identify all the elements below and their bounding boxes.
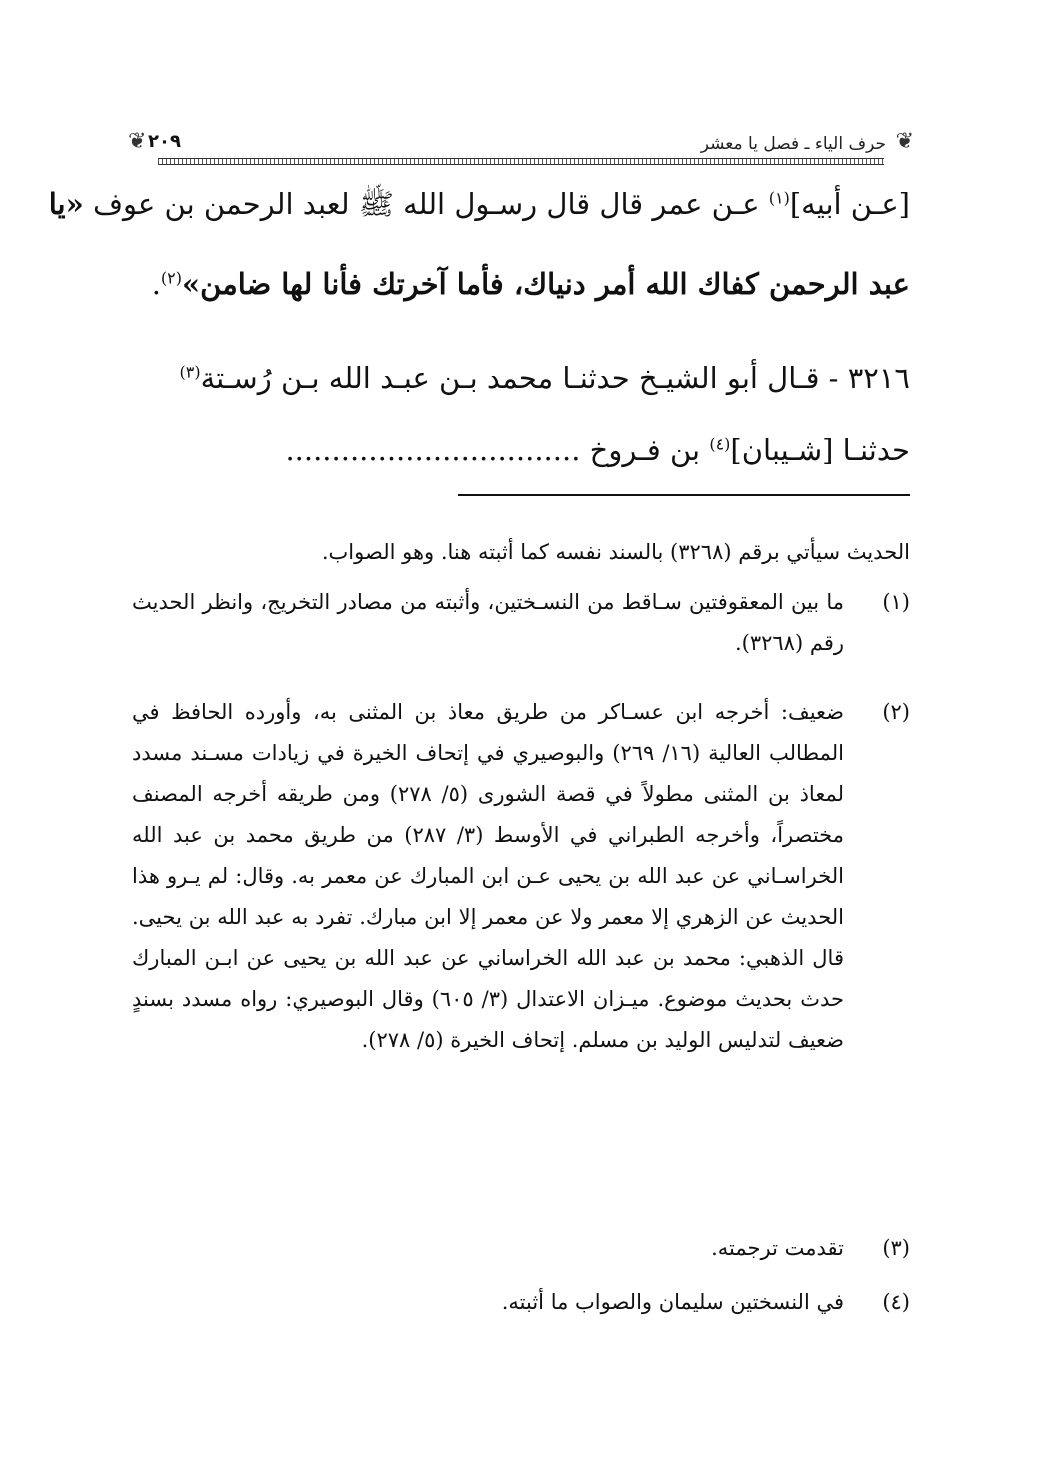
main-line-3-text: ٣٢١٦ - قـال أبو الشيـخ حدثنـا محمد بـن عبـد الله بـن رُسـتة bbox=[200, 361, 910, 395]
header-ornament-right-icon: ❦ bbox=[895, 129, 914, 154]
footnote-ref-3[interactable]: (٣) bbox=[179, 362, 201, 382]
footnote-number: (٢) bbox=[882, 700, 910, 724]
header-ornament-left-icon: ❦ bbox=[128, 129, 147, 154]
footnote-text: ضعيف: أخرجه ابن عسـاكر من طريق معاذ بن المثنى به، وأورده الحافظ في المطالب العالية (١٦/ ٢٦٩) والبوصيري في إتحاف الخيرة في زيادات مسـند مسدد لمعاذ بن المثنى مطولاً في قصة الشورى (٥/ ٢٧٨) ومن طريقه أخرجه المصنف مختصراً، وأخرجه الطبراني في الأوسط (٣/ ٢٨٧) من طريق محمد بن عبد الله الخراسـاني عن عبد الله بن يحيى عـن ابن المبارك عن معمر به. وقال: لم يـرو هذا الحديث عن الزهري إلا معمر ولا عن معمر إلا ابن مبارك. تفرد به عبد الله بن يحيى. قال الذهبي: محمد بن عبد الله الخراساني عن عبد الله بن يحيى عن ابـن المبارك حدث بحديث موضوع. ميـزان الاعتدال (٣/ ٦٠٥) وقال البوصيري: رواه مسدد بسندٍ ضعيف لتدليس الوليد بن مسلم. إتحاف الخيرة (٥/ ٢٧٨). bbox=[132, 700, 844, 1052]
footnote-ref-4[interactable]: (٤) bbox=[709, 434, 731, 454]
footnote-item bbox=[132, 692, 910, 1212]
main-line-2-text: عبد الرحمن كفاك الله أمر دنياك، فأما آخرتك فأنا لها ضامن» bbox=[182, 267, 910, 301]
footnote-item bbox=[132, 1282, 910, 1322]
main-line-4-part-b: بن فـروخ bbox=[580, 433, 710, 467]
main-line-1-part-a: [عـن أبيه] bbox=[789, 187, 910, 221]
footnotes bbox=[132, 0, 910, 1477]
main-line-2-end: . bbox=[151, 267, 161, 301]
main-line-4-part-a: حدثنـا [شـيبان] bbox=[730, 433, 910, 467]
footnote-ref-2[interactable]: (٢) bbox=[160, 268, 182, 288]
continuation-dots: ................................ bbox=[285, 433, 581, 467]
footnote-item bbox=[132, 582, 910, 668]
header-title: حرف الياء ـ فصل يا معشر bbox=[700, 134, 886, 154]
footnote-item bbox=[132, 1228, 910, 1268]
footnote-number: (١) bbox=[882, 590, 910, 614]
main-line-1-quote-start: «يا bbox=[48, 187, 84, 221]
footnote-text: ما بين المعقوفتين سـاقط من النسـختين، وأثبته من مصادر التخريج، وانظر الحديث رقم (٣٢٦٨). bbox=[132, 590, 844, 655]
footnote-text: تقدمت ترجمته. bbox=[711, 1236, 844, 1260]
footnote-intro: الحديث سيأتي برقم (٣٢٦٨) بالسند نفسه كما أثبته هنا. وهو الصواب. bbox=[321, 540, 910, 564]
footnote-ref-1[interactable]: (١) bbox=[768, 188, 790, 208]
footnote-text: في النسختين سليمان والصواب ما أثبته. bbox=[501, 1290, 844, 1314]
footnote-number: (٣) bbox=[882, 1236, 910, 1260]
main-line-1-part-b: عـن عمر قال قال رسـول الله ﷺ لعبد الرحمن بن عوف bbox=[83, 187, 769, 221]
footnote-number: (٤) bbox=[882, 1290, 910, 1314]
page-number: ٢٠٩ bbox=[148, 131, 181, 152]
